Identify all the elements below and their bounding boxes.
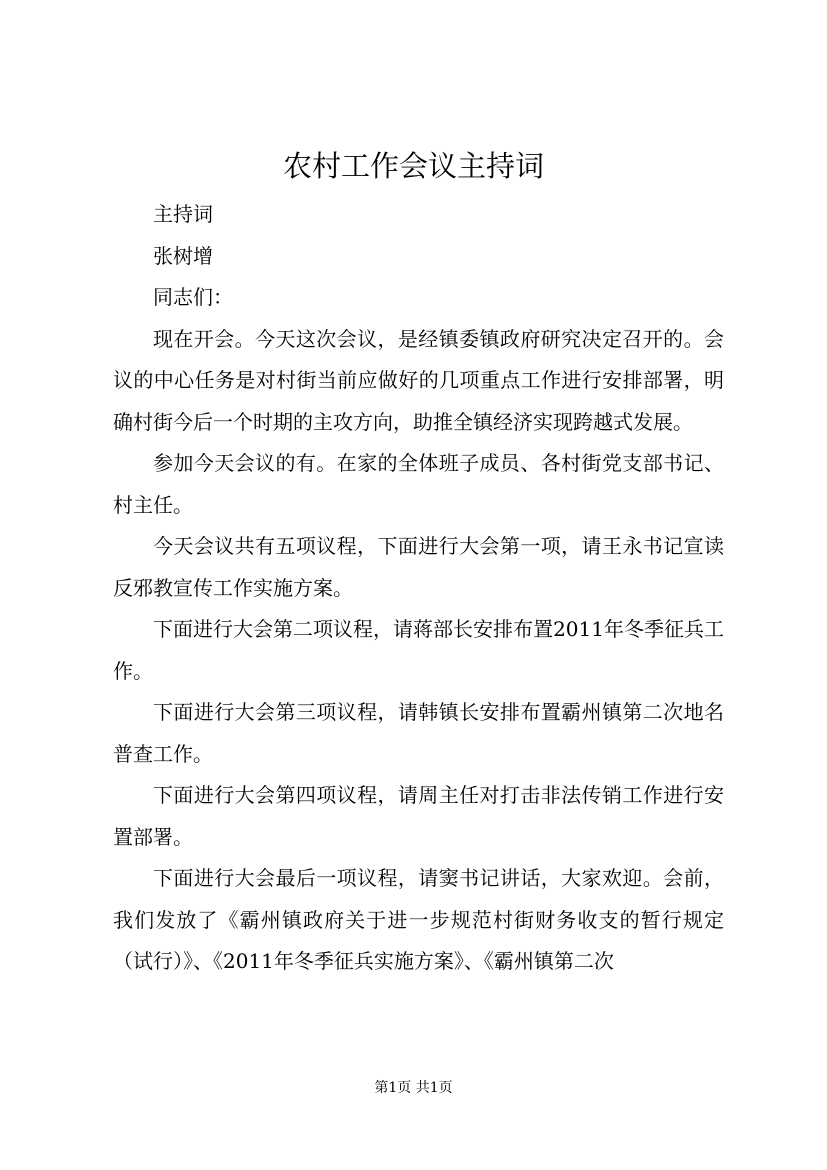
paragraph: 下面进行大会第二项议程，请蒋部长安排布置2011年冬季征兵工作。: [113, 617, 724, 683]
paragraph-heading: 主持词: [153, 202, 213, 226]
paragraph: 下面进行大会第四项议程，请周主任对打击非法传销工作进行安置部署。: [113, 783, 724, 849]
page-footer: 第1页 共1页: [374, 1080, 453, 1096]
paragraph: 下面进行大会最后一项议程，请窦书记讲话，大家欢迎。会前，我们发放了《霸州镇政府关于进一步规范村街财务收支的暂行规定（试行）》、《2011年冬季征兵实施方案》、《霸州镇第二次: [113, 866, 724, 973]
paragraph: 下面进行大会第三项议程，请韩镇长安排布置霸州镇第二次地名普查工作。: [113, 700, 724, 766]
document-title: 农村工作会议主持词: [282, 149, 544, 183]
paragraph-salutation: 同志们：: [153, 285, 233, 309]
paragraph: 今天会议共有五项议程，下面进行大会第一项，请王永书记宣读反邪教宣传工作实施方案。: [113, 534, 724, 600]
paragraph-author: 张树增: [153, 243, 213, 268]
document-body: [113, 194, 724, 983]
paragraph: 参加今天会议的有。在家的全体班子成员、各村街党支部书记、村主任。: [113, 451, 724, 517]
paragraph: 现在开会。今天这次会议，是经镇委镇政府研究决定召开的。会议的中心任务是对村街当前应做好的几项重点工作进行安排部署，明确村街今后一个时期的主攻方向，助推全镇经济实现跨越式发展。: [113, 326, 724, 434]
